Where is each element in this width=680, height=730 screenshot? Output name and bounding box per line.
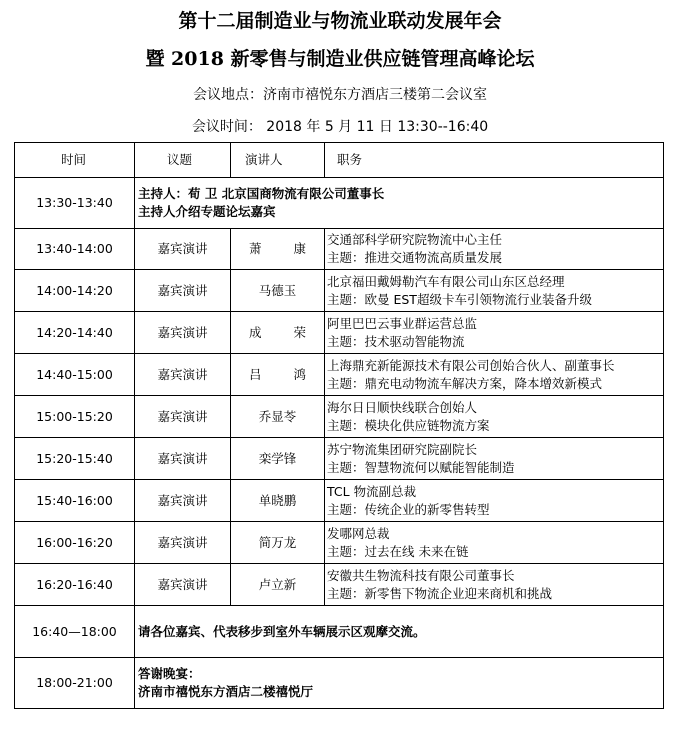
table-row bbox=[15, 354, 664, 396]
table-row bbox=[15, 312, 664, 354]
talk-topic: 主题：智慧物流何以赋能智能制造 bbox=[327, 459, 515, 475]
row-time: 15:40-16:00 bbox=[15, 480, 135, 522]
row-type: 嘉宾演讲 bbox=[135, 229, 231, 270]
table-header-row bbox=[15, 143, 664, 178]
row-info bbox=[325, 522, 664, 564]
page-title: 第十二届制造业与物流业联动发展年会 bbox=[178, 10, 502, 32]
row-type: 嘉宾演讲 bbox=[135, 438, 231, 480]
notice-text: 请各位嘉宾、代表移步到室外车辆展示区观摩交流。 bbox=[135, 606, 664, 658]
table-row bbox=[15, 270, 664, 312]
row-speaker: 简万龙 bbox=[231, 522, 325, 564]
talk-topic: 主题：技术驱动智能物流 bbox=[327, 333, 465, 349]
row-type: 嘉宾演讲 bbox=[135, 564, 231, 606]
speaker-title: 苏宁物流集团研究院副院长 bbox=[327, 441, 478, 457]
header-topic: 议题 bbox=[135, 143, 231, 178]
row-time: 13:30-13:40 bbox=[15, 178, 135, 229]
row-time: 18:00-21:00 bbox=[15, 658, 135, 709]
table-row-dinner bbox=[15, 658, 664, 709]
speaker-title: 北京福田戴姆勒汽车有限公司山东区总经理 bbox=[327, 273, 565, 289]
table-row bbox=[15, 396, 664, 438]
row-speaker: 萧 康 bbox=[231, 229, 325, 270]
meeting-location: 会议地点：济南市禧悦东方酒店三楼第二会议室 bbox=[193, 87, 487, 103]
row-info bbox=[325, 564, 664, 606]
talk-topic: 主题：传统企业的新零售转型 bbox=[327, 501, 490, 517]
row-time: 14:40-15:00 bbox=[15, 354, 135, 396]
speaker-title: 上海鼎充新能源技术有限公司创始合伙人、副董事长 bbox=[327, 357, 615, 373]
row-info bbox=[325, 438, 664, 480]
page-subtitle: 暨 2018 新零售与制造业供应链管理高峰论坛 bbox=[145, 48, 535, 70]
speaker-title: 交通部科学研究院物流中心主任 bbox=[327, 232, 503, 247]
row-time: 16:40—18:00 bbox=[15, 606, 135, 658]
dinner-label: 答谢晚宴： bbox=[138, 666, 201, 681]
speaker-title: 海尔日日顺快线联合创始人 bbox=[327, 399, 478, 415]
row-time: 13:40-14:00 bbox=[15, 229, 135, 270]
host-cell bbox=[135, 178, 664, 229]
row-time: 14:00-14:20 bbox=[15, 270, 135, 312]
row-time: 14:20-14:40 bbox=[15, 312, 135, 354]
talk-topic: 主题：推进交通物流高质量发展 bbox=[327, 250, 503, 265]
row-speaker: 成 荣 bbox=[231, 312, 325, 354]
talk-topic: 主题：模块化供应链物流方案 bbox=[327, 417, 490, 433]
row-type: 嘉宾演讲 bbox=[135, 480, 231, 522]
row-info bbox=[325, 312, 664, 354]
row-time: 15:00-15:20 bbox=[15, 396, 135, 438]
speaker-title: 安徽共生物流科技有限公司董事长 bbox=[327, 567, 515, 583]
host-intro: 主持人介绍专题论坛嘉宾 bbox=[138, 204, 276, 219]
table-row bbox=[15, 438, 664, 480]
row-info bbox=[325, 354, 664, 396]
table-row bbox=[15, 564, 664, 606]
table-row bbox=[15, 522, 664, 564]
host-line: 主持人：荀 卫 北京国商物流有限公司董事长 bbox=[138, 186, 385, 201]
row-type: 嘉宾演讲 bbox=[135, 396, 231, 438]
dinner-venue: 济南市禧悦东方酒店二楼禧悦厅 bbox=[138, 684, 314, 699]
table-row bbox=[15, 480, 664, 522]
row-speaker: 乔显苓 bbox=[231, 396, 325, 438]
talk-topic: 主题：鼎充电动物流车解决方案，降本增效新模式 bbox=[327, 375, 603, 391]
meeting-time: 会议时间： 2018 年 5 月 11 日 13:30--16:40 bbox=[191, 119, 489, 135]
row-speaker: 栾学锋 bbox=[231, 438, 325, 480]
table-row-notice bbox=[15, 606, 664, 658]
table-row bbox=[15, 229, 664, 270]
speaker-title: 阿里巴巴云事业群运营总监 bbox=[327, 315, 478, 331]
talk-topic: 主题：过去在线 未来在链 bbox=[327, 543, 469, 559]
header-time: 时间 bbox=[15, 143, 135, 178]
row-info bbox=[325, 396, 664, 438]
speaker-title: 发哪网总裁 bbox=[327, 525, 390, 541]
row-speaker: 马德玉 bbox=[231, 270, 325, 312]
row-type: 嘉宾演讲 bbox=[135, 270, 231, 312]
row-type: 嘉宾演讲 bbox=[135, 312, 231, 354]
speaker-title: TCL 物流副总裁 bbox=[327, 483, 417, 499]
row-type: 嘉宾演讲 bbox=[135, 522, 231, 564]
row-speaker: 吕 鸿 bbox=[231, 354, 325, 396]
talk-topic: 主题：欧曼 EST超级卡车引领物流行业装备升级 bbox=[327, 291, 592, 307]
row-time: 16:00-16:20 bbox=[15, 522, 135, 564]
agenda-table bbox=[14, 142, 664, 709]
row-info bbox=[325, 229, 664, 270]
row-time: 16:20-16:40 bbox=[15, 564, 135, 606]
header-speaker: 演讲人 bbox=[231, 143, 325, 178]
table-row-host bbox=[15, 178, 664, 229]
row-type: 嘉宾演讲 bbox=[135, 354, 231, 396]
talk-topic: 主题：新零售下物流企业迎来商机和挑战 bbox=[327, 585, 553, 601]
dinner-cell bbox=[135, 658, 664, 709]
row-speaker: 单晓鹏 bbox=[231, 480, 325, 522]
header-title: 职务 bbox=[325, 143, 664, 178]
row-info bbox=[325, 270, 664, 312]
row-time: 15:20-15:40 bbox=[15, 438, 135, 480]
row-info bbox=[325, 480, 664, 522]
row-speaker: 卢立新 bbox=[231, 564, 325, 606]
